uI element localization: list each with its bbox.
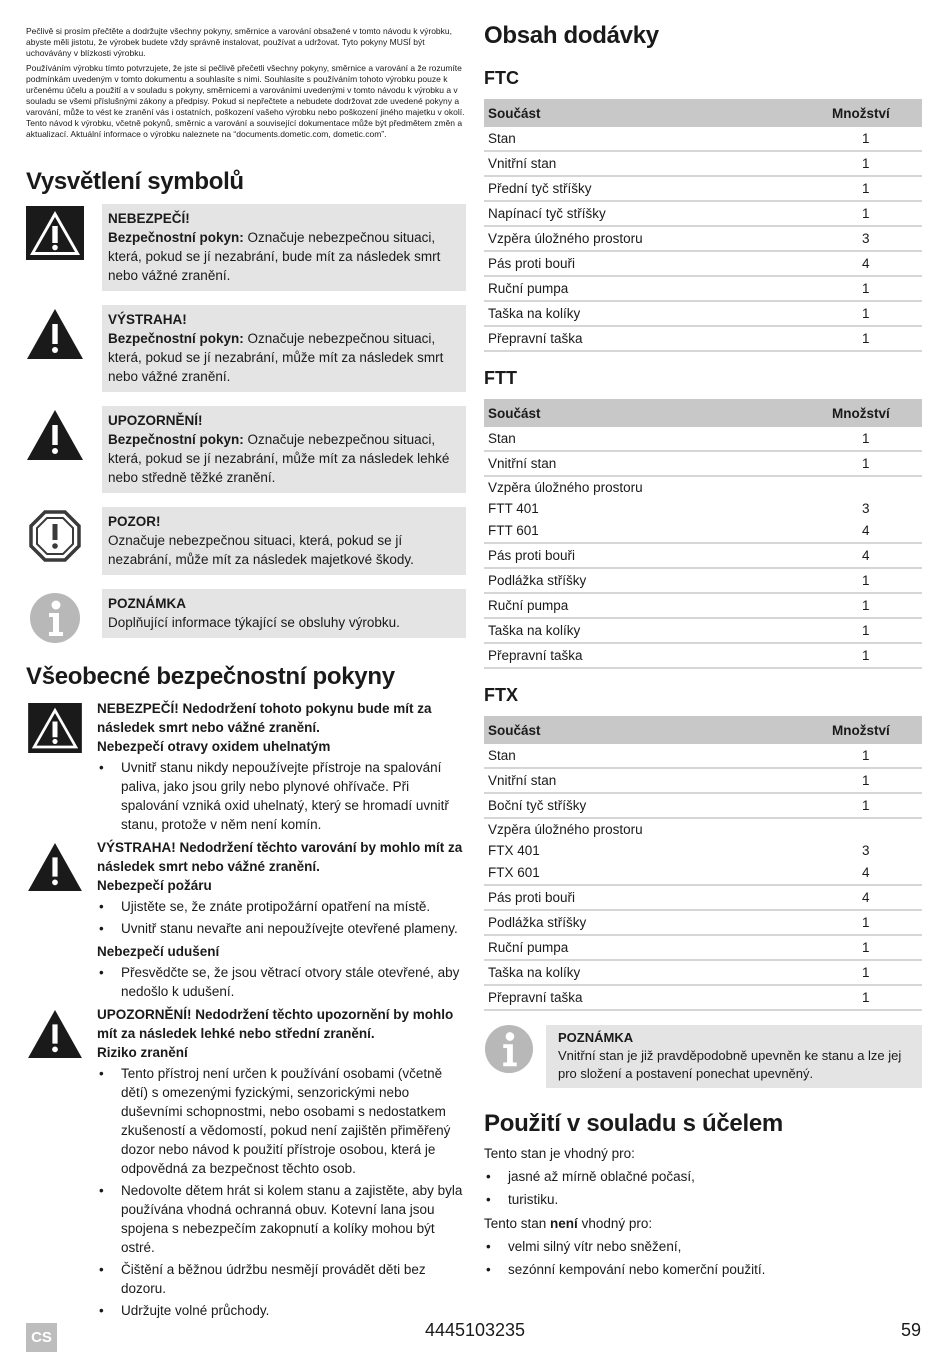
table-cell-part: Podlážka stříšky — [484, 910, 828, 935]
table-cell-part: FTT 601 — [484, 519, 828, 543]
list-item: • Přesvědčte se, že jsou větrací otvory stále otevřené, aby nedošlo k udušení. — [97, 963, 466, 1001]
intro-paragraph-1: Pečlivě si prosím přečtěte a dodržujte všechny pokyny, směrnice a varování obsažené v tomto návodu k výrobku, abyste měli jistotu, že výrobek budete vždy správně instalovat, používat a udržovat. Tyto pokyny MUSÍ být uchovávány v blízkosti výrobku. — [26, 26, 452, 58]
table-row — [484, 568, 922, 593]
table-row — [484, 427, 922, 451]
table-cell-part: Podlážka stříšky — [484, 568, 828, 593]
table-cell-qty: 1 — [828, 593, 922, 618]
table-cell-part: Vzpěra úložného prostoru — [488, 822, 643, 837]
table-cell-part: FTX 401 — [488, 843, 540, 858]
list-item: • Udržujte volné průchody. — [97, 1301, 466, 1320]
symbol-warning-title: VÝSTRAHA! — [108, 312, 187, 327]
table-cell-part: Pás proti bouři — [484, 885, 828, 910]
not-suitable-suffix: vhodný pro: — [577, 1216, 653, 1231]
table-cell-part: Ruční pumpa — [484, 935, 828, 960]
ftc-heading: FTC — [484, 68, 519, 88]
table-cell-qty: 1 — [828, 301, 922, 326]
table-header-part: Součást — [484, 99, 828, 127]
page-number: 59 — [900, 1320, 921, 1340]
table-cell-part: Přepravní taška — [484, 643, 828, 668]
general-danger-heading: NEBEZPEČÍ! Nedodržení tohoto pokynu bude mít za následek smrt nebo vážné zranění. — [97, 701, 432, 735]
symbol-warning — [26, 305, 466, 392]
table-cell-qty: 1 — [828, 744, 922, 768]
contents-note-text: Vnitřní stan je již pravděpodobně upevněn ke stanu a lze jej pro složení a postavení ponechat upevněný. — [558, 1048, 902, 1081]
table-cell-part: Vnitřní stan — [484, 151, 828, 176]
intended-use-heading: Použití v souladu s účelem — [484, 1110, 783, 1137]
symbol-danger-box — [102, 204, 466, 291]
table-row — [484, 840, 922, 861]
table-header-part: Součást — [484, 716, 828, 744]
not-suitable-prefix: Tento stan — [484, 1216, 551, 1231]
info-icon — [26, 589, 84, 647]
table-cell-qty: 1 — [828, 768, 922, 793]
contents-note-box — [546, 1025, 922, 1088]
symbol-caution-lead: Bezpečnostní pokyn: — [108, 432, 244, 447]
symbol-warning-lead: Bezpečnostní pokyn: — [108, 331, 244, 346]
symbol-caution — [26, 406, 466, 493]
table-cell-qty: 1 — [828, 451, 922, 476]
document-code: 4445103235 — [424, 1320, 526, 1340]
table-row — [484, 451, 922, 476]
table-row — [484, 176, 922, 201]
table-row — [484, 543, 922, 568]
table-cell-qty: 1 — [828, 643, 922, 668]
caution-triangle-icon — [26, 406, 84, 464]
table-header-part: Součást — [484, 399, 828, 427]
ftt-table — [484, 399, 922, 669]
contents-note — [484, 1025, 922, 1088]
table-cell-qty: 4 — [828, 519, 922, 543]
symbol-caution-box — [102, 406, 466, 493]
symbol-danger — [26, 204, 466, 291]
table-cell-qty: 1 — [828, 618, 922, 643]
symbol-note — [26, 589, 466, 647]
table-row — [484, 301, 922, 326]
symbol-danger-title: NEBEZPEČÍ! — [108, 211, 190, 226]
table-cell-part: Vzpěra úložného prostoru — [488, 480, 643, 495]
table-row — [484, 127, 922, 151]
table-row — [484, 251, 922, 276]
table-cell-part: Přepravní taška — [484, 326, 828, 351]
left-column — [26, 26, 466, 1324]
table-cell-qty: 4 — [828, 885, 922, 910]
list-item: • Nedovolte dětem hrát si kolem stanu a zajistěte, aby byla používána vhodná ochranná obuv. Kotevní lana jsou spojena s nebezpečím zakopnutí a kolíky mohou být ostré. — [97, 1181, 466, 1257]
general-warning-list-fire — [97, 897, 466, 938]
table-cell-qty: 1 — [828, 935, 922, 960]
table-cell-part: Taška na kolíky — [484, 618, 828, 643]
table-row — [484, 519, 922, 543]
table-row — [484, 593, 922, 618]
table-row — [484, 818, 922, 840]
symbol-caution-title: UPOZORNĚNÍ! — [108, 413, 203, 428]
table-cell-qty: 1 — [828, 910, 922, 935]
list-item: • Tento přístroj není určen k používání osobami (včetně dětí) s omezenými fyzickými, senzorickými nebo duševními schopnostmi, nebo osobami s nedostatkem zkušeností a vědomostí, pokud není zajištěn přiměřený dozor nebo návod k použití přístroje osobou, která je odpovědná za bezpečnost těchto osob. — [97, 1064, 466, 1178]
intro-text — [26, 26, 466, 140]
ftx-heading: FTX — [484, 685, 518, 705]
table-cell-qty: 3 — [828, 226, 922, 251]
list-item: • sezónní kempování nebo komerční použití. — [484, 1260, 922, 1279]
table-row — [484, 201, 922, 226]
general-caution-subheading: Riziko zranění — [97, 1045, 188, 1060]
table-row — [484, 960, 922, 985]
table-row — [484, 861, 922, 885]
symbol-danger-lead: Bezpečnostní pokyn: — [108, 230, 244, 245]
symbol-note-text: Doplňující informace týkající se obsluhy výrobku. — [108, 615, 400, 630]
list-item: • Uvnitř stanu nevařte ani nepoužívejte otevřené plameny. — [97, 919, 466, 938]
table-cell-part: Ruční pumpa — [484, 593, 828, 618]
contents-note-title: POZNÁMKA — [558, 1030, 634, 1045]
table-cell-part: Vzpěra úložného prostoru — [484, 226, 828, 251]
table-cell-qty: 1 — [828, 568, 922, 593]
table-row — [484, 885, 922, 910]
table-row — [484, 618, 922, 643]
general-caution-list — [97, 1064, 466, 1320]
general-danger-subheading: Nebezpečí otravy oxidem uhelnatým — [97, 739, 331, 754]
table-cell-qty: 1 — [828, 427, 922, 451]
table-header-qty: Množství — [828, 99, 922, 127]
table-row — [484, 226, 922, 251]
warning-triangle-icon — [26, 305, 84, 363]
not-suitable-bold: není — [550, 1216, 578, 1231]
table-row — [484, 498, 922, 519]
table-header-qty: Množství — [828, 399, 922, 427]
table-row — [484, 643, 922, 668]
general-warning-subheading-suffocation: Nebezpečí udušení — [97, 944, 220, 959]
table-row — [484, 935, 922, 960]
table-cell-part: Ruční pumpa — [484, 276, 828, 301]
general-warning-list-suffocation — [97, 963, 466, 1001]
table-row — [484, 793, 922, 818]
table-row — [484, 476, 922, 498]
table-cell-qty: 1 — [828, 985, 922, 1010]
table-cell-part: FTX 601 — [484, 861, 828, 885]
intended-use-not-suitable-intro — [484, 1214, 922, 1233]
general-danger-block — [26, 699, 466, 838]
intended-use-not-suitable-list — [484, 1237, 922, 1279]
table-cell-qty: 1 — [828, 276, 922, 301]
symbol-warning-box — [102, 305, 466, 392]
general-warning-heading: VÝSTRAHA! Nedodržení těchto varování by mohlo mít za následek smrt nebo vážné zranění. — [97, 840, 463, 874]
table-cell-qty: 1 — [828, 793, 922, 818]
ftt-heading: FTT — [484, 368, 517, 388]
table-cell-qty: 4 — [828, 861, 922, 885]
symbol-notice-title: POZOR! — [108, 514, 161, 529]
table-cell-part: Stan — [484, 127, 828, 151]
list-item: • Čištění a běžnou údržbu nesmějí provádět děti bez dozoru. — [97, 1260, 466, 1298]
symbol-notice — [26, 507, 466, 575]
danger-warning-icon — [26, 204, 84, 262]
table-cell-part: Stan — [484, 427, 828, 451]
table-row — [484, 985, 922, 1010]
table-cell-part: Přepravní taška — [484, 985, 828, 1010]
list-item: • jasné až mírně oblačné počasí, — [484, 1167, 922, 1186]
table-row — [484, 910, 922, 935]
symbols-list — [26, 204, 466, 647]
symbol-warning-text: Označuje nebezpečnou situaci, která, pokud se jí nezabrání, může mít za následek smrt nebo vážné zranění. — [108, 331, 444, 384]
symbol-notice-text: Označuje nebezpečnou situaci, která, pokud se jí nezabrání, může mít za následek majetkové škody. — [108, 533, 414, 567]
danger-warning-icon — [26, 699, 84, 753]
table-cell-part: Stan — [484, 744, 828, 768]
table-cell-qty: 3 — [862, 843, 870, 858]
table-row — [484, 151, 922, 176]
table-cell-qty: 4 — [828, 543, 922, 568]
list-item: • Uvnitř stanu nikdy nepoužívejte přístroje na spalování paliva, jako jsou grily nebo plynové ohřívače. Při spalování vzniká oxid uhelnatý, který se hromadí uvnitř stanu, protože v něm není komín. — [97, 758, 466, 834]
table-cell-qty: 1 — [828, 960, 922, 985]
table-cell-part: Taška na kolíky — [484, 960, 828, 985]
table-cell-part: FTT 401 — [488, 501, 539, 516]
table-cell-qty: 3 — [862, 501, 870, 516]
table-cell-part: Taška na kolíky — [484, 301, 828, 326]
symbol-danger-text: Označuje nebezpečnou situaci, která, pokud se jí nezabrání, bude mít za následek smrt nebo vážné zranění. — [108, 230, 441, 283]
contents-heading: Obsah dodávky — [484, 22, 659, 49]
table-cell-part: Pás proti bouři — [484, 543, 828, 568]
table-row — [484, 768, 922, 793]
table-cell-part: Vnitřní stan — [484, 451, 828, 476]
table-cell-qty: 1 — [828, 326, 922, 351]
symbol-note-box — [102, 589, 466, 638]
table-cell-part: Napínací tyč stříšky — [484, 201, 828, 226]
caution-triangle-icon — [26, 1005, 84, 1059]
symbol-notice-box — [102, 507, 466, 575]
ftx-table — [484, 716, 922, 1011]
table-cell-part: Vnitřní stan — [484, 768, 828, 793]
table-cell-qty: 4 — [828, 251, 922, 276]
table-row — [484, 276, 922, 301]
table-cell-qty: 1 — [828, 201, 922, 226]
list-item: • velmi silný vítr nebo sněžení, — [484, 1237, 922, 1256]
list-item: • Ujistěte se, že znáte protipožární opatření na místě. — [97, 897, 466, 916]
ftc-table — [484, 99, 922, 352]
symbols-heading: Vysvětlení symbolů — [26, 168, 244, 195]
intended-use-suitable-intro: Tento stan je vhodný pro: — [484, 1146, 635, 1161]
table-cell-qty: 1 — [828, 127, 922, 151]
info-icon — [484, 1024, 534, 1074]
table-cell-part: Boční tyč stříšky — [484, 793, 828, 818]
intended-use-section — [484, 1110, 922, 1279]
table-cell-qty: 1 — [828, 151, 922, 176]
intended-use-suitable-list — [484, 1167, 922, 1209]
table-cell-qty: 1 — [828, 176, 922, 201]
right-column — [484, 22, 922, 1284]
table-cell-part: Přední tyč stříšky — [484, 176, 828, 201]
symbol-note-title: POZNÁMKA — [108, 596, 186, 611]
warning-triangle-icon — [26, 838, 84, 892]
table-row — [484, 744, 922, 768]
general-caution-block — [26, 1005, 466, 1324]
general-warning-subheading-fire: Nebezpečí požáru — [97, 878, 212, 893]
list-item: • turistiku. — [484, 1190, 922, 1209]
table-header-qty: Množství — [828, 716, 922, 744]
intro-paragraph-2: Používáním výrobku tímto potvrzujete, že jste si pečlivě přečetli všechny pokyny, směrnice a varování a že rozumíte podmínkám uvedeným v tomto dokumentu a souhlasíte s nimi. Souhlasíte s používáním tohoto výrobku pouze k určenému účelu a použití a v souladu s pokyny, směrnicemi a varováními uvedenými v tomto návodu k výrobku a v souladu se všemi příslušnými zákony a předpisy. Pokud si nepřečtete a nebudete dodržovat zde uvedené pokyny a varování, může to vést ke zranění vás i ostatních, poškození vašeho výrobku nebo poškození jiného majetku v okolí. Tento návod k výrobku, včetně pokynů, směrnic a varování a související dokumentace může být předmětem změn a aktualizací. Aktuální informace o výrobku naleznete na “documents.dometic.com, dometic.com”. — [26, 63, 465, 139]
symbol-caution-text: Označuje nebezpečnou situaci, která, pokud se jí nezabrání, může mít za následek lehké nebo středně těžké zranění. — [108, 432, 450, 485]
table-row — [484, 326, 922, 351]
general-danger-list — [97, 758, 466, 834]
general-warning-block — [26, 838, 466, 1005]
table-cell-part: Pás proti bouři — [484, 251, 828, 276]
language-badge: CS — [26, 1323, 57, 1352]
general-safety-heading: Všeobecné bezpečnostní pokyny — [26, 663, 395, 690]
general-caution-heading: UPOZORNĚNÍ! Nedodržení těchto upozornění by mohlo mít za následek lehké nebo střední zranění. — [97, 1007, 454, 1041]
notice-octagon-icon — [26, 507, 84, 565]
